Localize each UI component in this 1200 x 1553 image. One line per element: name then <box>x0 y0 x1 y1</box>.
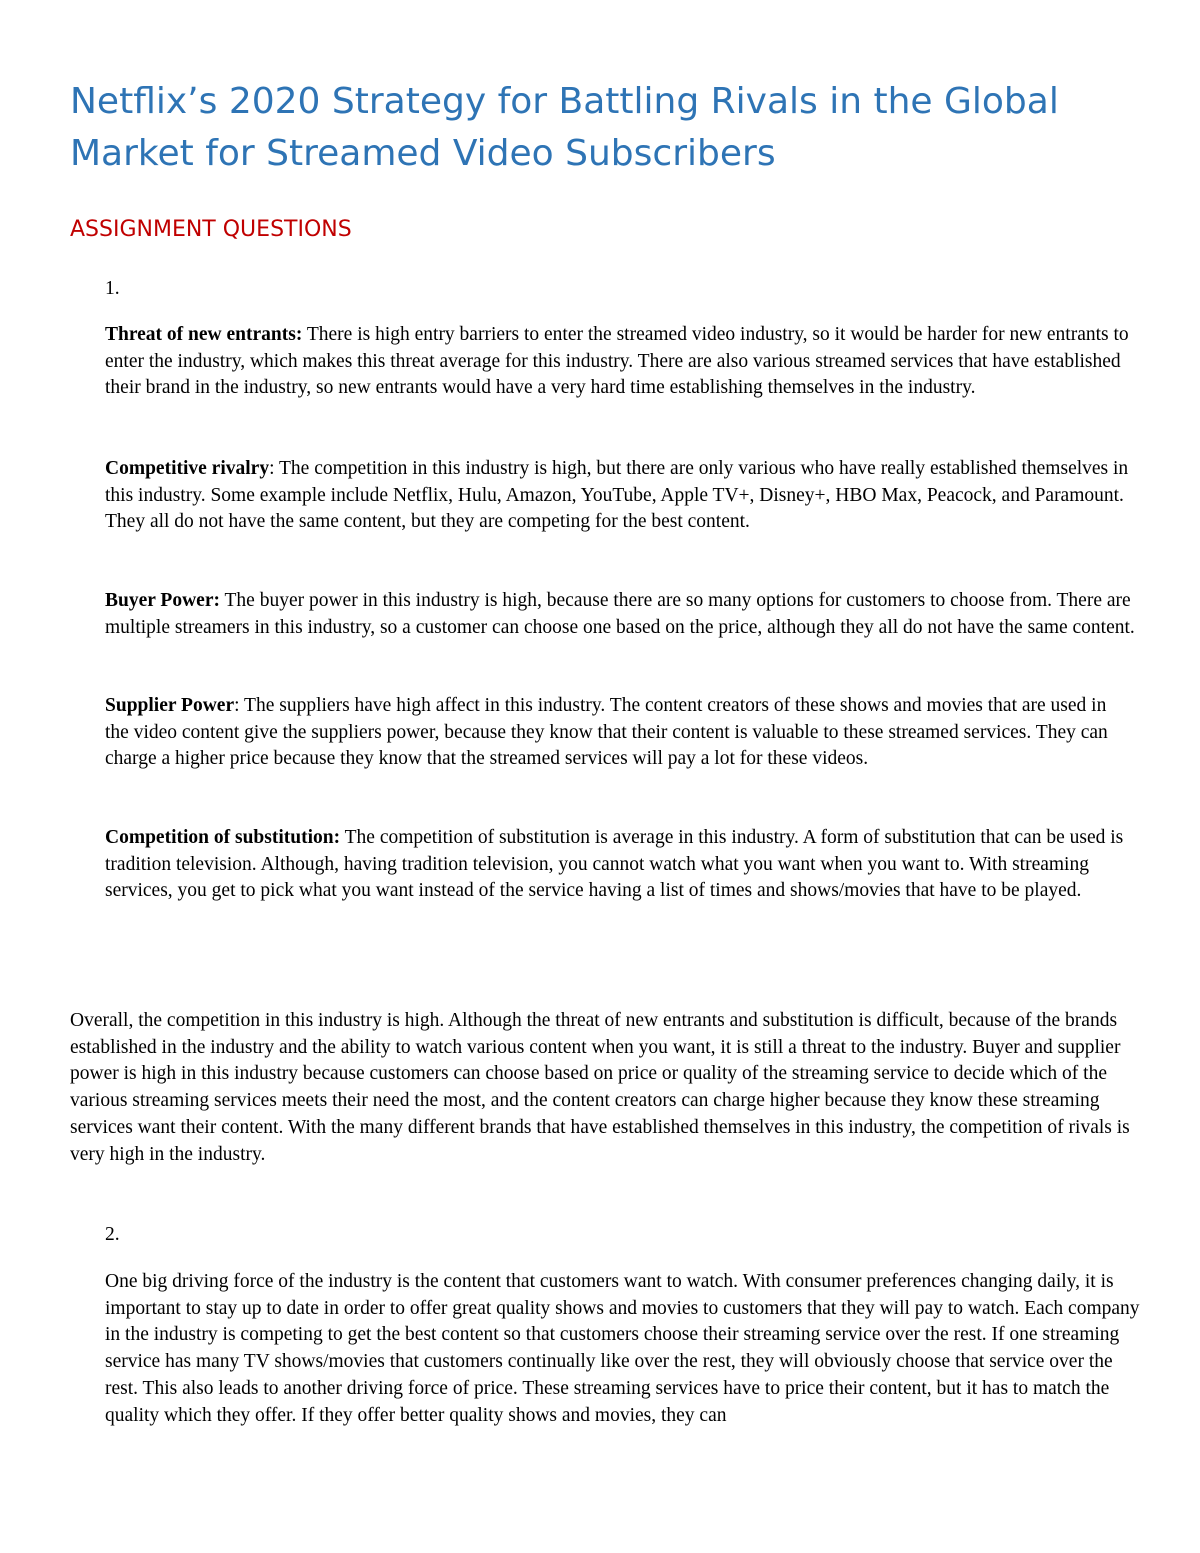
force-label: Supplier Power <box>105 695 235 716</box>
force-text: : The competition in this industry is high, but there are only various who have really established themselves in this industry. Some example include Netflix, Hulu, Amazon, YouTube, Apple TV+, Disney+, HBO Max, Peacock, and Paramount. They all do not have the same content, but they are competing for the best content. <box>105 458 1129 533</box>
document-title: Netflix’s 2020 Strategy for Battling Rivals in the Global Market for Streamed Video Subscribers <box>70 81 1059 174</box>
question-1-number: 1. <box>105 278 120 299</box>
force-supplier-power <box>105 693 1135 773</box>
force-text: The competition of substitution is average in this industry. A form of substitution that can be used is tradition television. Although, having tradition television, you cannot watch what you want when you want to. With streaming services, you get to pick what you want instead of the service having a list of times and shows/movies that have to be played. <box>105 827 1124 902</box>
force-label: Buyer Power: <box>105 590 220 611</box>
force-label: Competition of substitution: <box>105 827 341 848</box>
force-buyer-power <box>105 588 1135 641</box>
section-heading: ASSIGNMENT QUESTIONS <box>70 217 352 242</box>
force-competitive-rivalry <box>105 456 1135 536</box>
question-2-number: 2. <box>105 1224 120 1245</box>
question-2-paragraph: One big driving force of the industry is the content that customers want to watch. With consumer preferences changing daily, it is important to stay up to date in order to offer great quality shows and movies to customers that they will pay to watch. Each company in the industry is competing to get the best content so that customers choose their streaming service over the rest. If one streaming service has many TV shows/movies that customers continually like over the rest, they will obviously choose that service over the rest. This also leads to another driving force of price. These streaming services have to price their content, but it has to match the quality which they offer. If they offer better quality shows and movies, they can <box>105 1271 1140 1426</box>
force-competition-of-substitution <box>105 825 1135 905</box>
force-text: There is high entry barriers to enter the streamed video industry, so it would be harder for new entrants to enter the industry, which makes this threat average for this industry. There are also various streamed services that have established their brand in the industry, so new entrants would have a very hard time establishing themselves in the industry. <box>105 324 1129 399</box>
overall-summary-paragraph: Overall, the competition in this industry is high. Although the threat of new entrants and substitution is difficult, because of the brands established in the industry and the ability to watch various content when you want, it is still a threat to the industry. Buyer and supplier power is high in this industry because customers can choose based on price or quality of the streaming service to decide which of the various streaming services meets their need the most, and the content creators can charge higher because they know these streaming services want their content. With the many different brands that have established themselves in this industry, the competition of rivals is very high in the industry. <box>70 1010 1130 1165</box>
force-label: Competitive rivalry <box>105 458 270 479</box>
force-threat-of-new-entrants <box>105 322 1135 402</box>
force-text: : The suppliers have high affect in this industry. The content creators of these shows and movies that are used in the video content give the suppliers power, because they know that their content is valuable to these streamed services. They can charge a higher price because they know that the streamed services will pay a lot for these videos. <box>105 695 1108 770</box>
force-text: The buyer power in this industry is high, because there are so many options for customers to choose from. There are multiple streamers in this industry, so a customer can choose one based on the price, although they all do not have the same content. <box>105 590 1135 638</box>
force-label: Threat of new entrants: <box>105 324 303 345</box>
